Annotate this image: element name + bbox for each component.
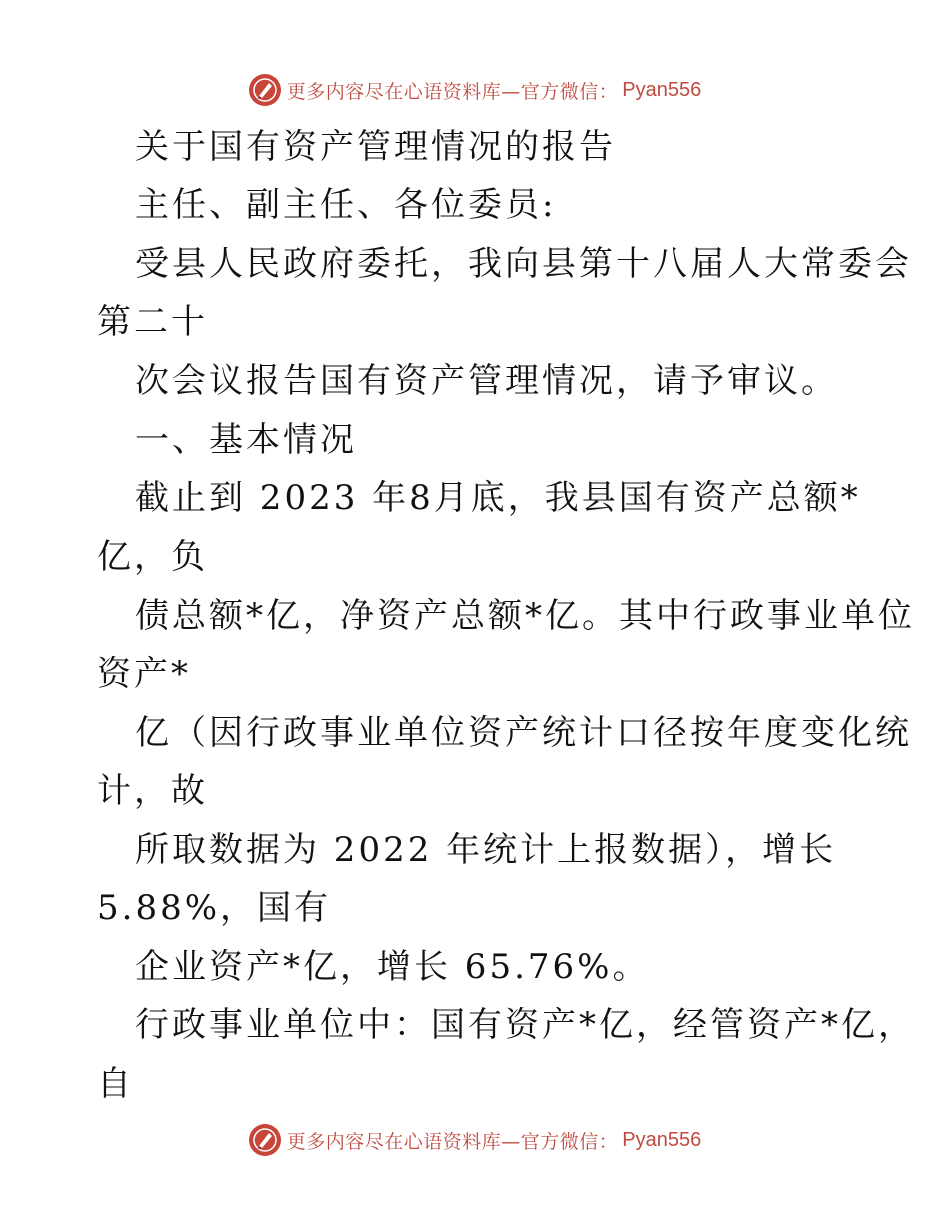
body-line: 自 (97, 1064, 134, 1104)
body-line: 行政事业单位中：国有资产*亿，经管资产*亿， (135, 1005, 915, 1045)
salutation: 主任、副主任、各位委员: (135, 185, 557, 225)
body-line: 资产* (97, 654, 191, 694)
document-title: 关于国有资产管理情况的报告 (135, 127, 616, 167)
body-line: 5.88%，国有 (97, 888, 332, 928)
watermark-wechat-id: Pyan556 (622, 78, 702, 101)
body-line: 亿（因行政事业单位资产统计口径按年度变化统 (135, 713, 912, 753)
pen-logo-icon (249, 1124, 281, 1156)
watermark-text: 更多内容尽在心语资料库—官方微信： (286, 80, 619, 103)
body-line: 受县人民政府委托，我向县第十八届人大常委会 (135, 244, 912, 284)
body-line: 计，故 (97, 771, 208, 811)
body-line: 截止到 2023 年8月底，我县国有资产总额* (135, 478, 861, 518)
pen-logo-icon (249, 74, 281, 106)
body-line: 债总额*亿，净资产总额*亿。其中行政事业单位 (135, 596, 915, 636)
watermark-wechat-id: Pyan556 (622, 1128, 702, 1151)
body-line: 第二十 (97, 302, 208, 342)
body-line: 次会议报告国有资产管理情况，请予审议。 (135, 361, 838, 401)
section-heading: 一、基本情况 (135, 420, 357, 460)
footer-watermark (0, 1120, 950, 1160)
watermark-text: 更多内容尽在心语资料库—官方微信： (286, 1130, 619, 1153)
body-line: 亿，负 (97, 537, 208, 577)
header-watermark (0, 70, 950, 110)
body-line: 所取数据为 2022 年统计上报数据），增长 (135, 830, 837, 870)
body-line: 企业资产*亿，增长 65.76%。 (135, 947, 650, 987)
